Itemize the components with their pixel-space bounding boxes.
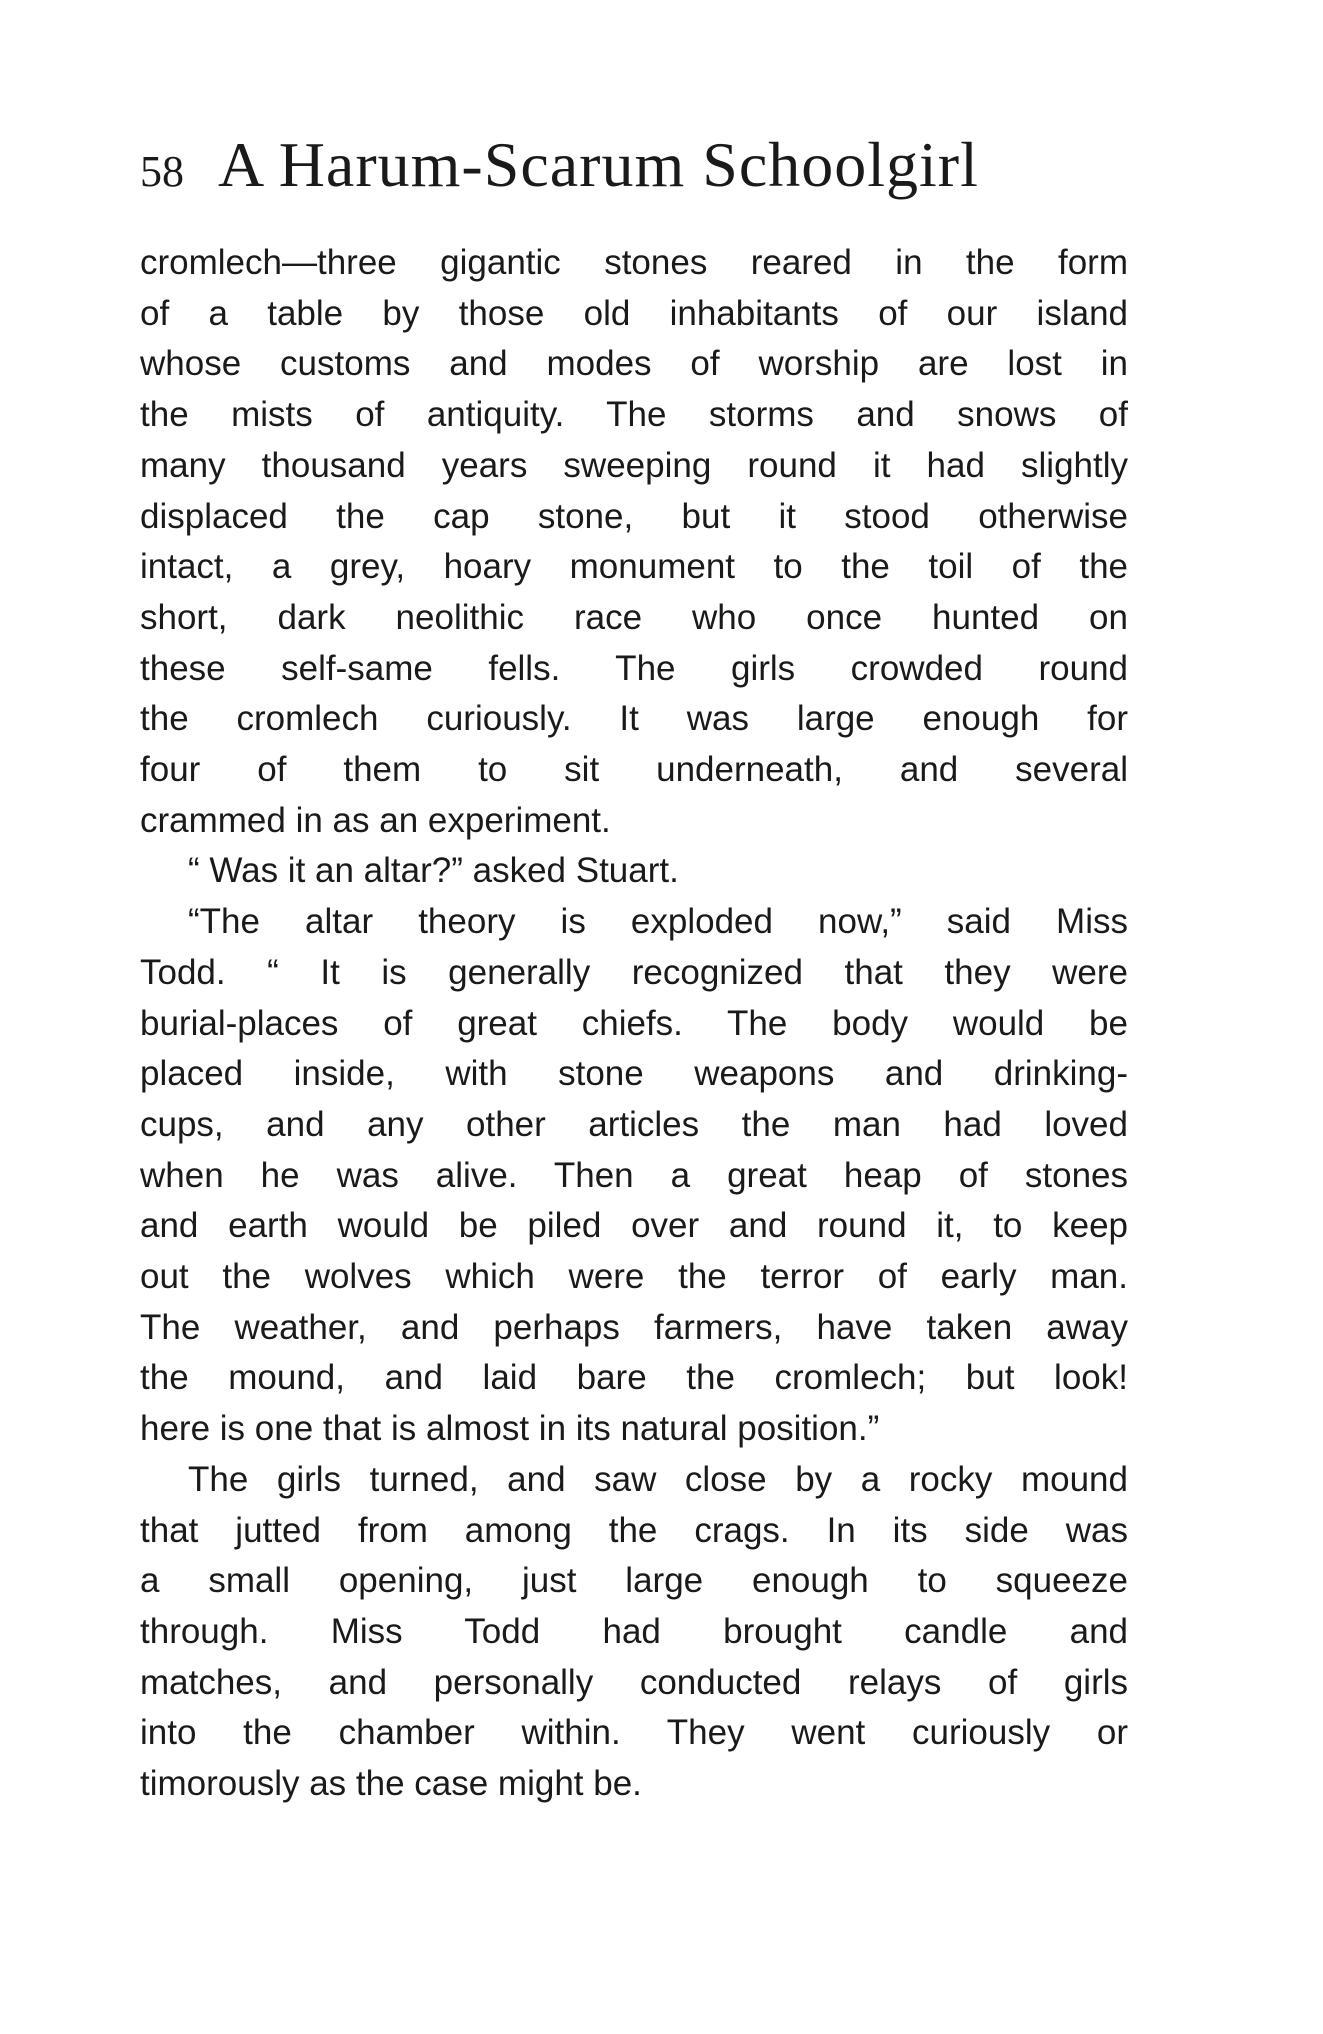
- text-line: The girls turned, and saw close by a rocky mound: [188, 1459, 1128, 1499]
- text-line: crammed in as an experiment.: [140, 800, 611, 840]
- text-line: the mists of antiquity. The storms and snows of: [140, 395, 1128, 435]
- text-line: matches, and personally conducted relays of girls: [140, 1662, 1128, 1702]
- text-line: “ Was it an altar?” asked Stuart.: [188, 851, 679, 891]
- text-line: the mound, and laid bare the cromlech; but look!: [140, 1358, 1128, 1398]
- text-line: a small opening, just large enough to squeeze: [140, 1561, 1128, 1601]
- text-line: placed inside, with stone weapons and drinking-: [140, 1054, 1128, 1094]
- text-line: four of them to sit underneath, and several: [140, 750, 1128, 790]
- text-line: timorously as the case might be.: [140, 1764, 642, 1804]
- running-head: [140, 128, 1130, 208]
- body-text: [140, 238, 1128, 1810]
- text-line: here is one that is almost in its natural position.”: [140, 1409, 880, 1449]
- text-line: cromlech—three gigantic stones reared in the form: [140, 243, 1128, 282]
- paragraph: [140, 238, 1128, 846]
- text-line: and earth would be piled over and round it, to keep: [140, 1206, 1128, 1246]
- text-line: many thousand years sweeping round it had slightly: [140, 445, 1128, 485]
- text-line: Todd. “ It is generally recognized that they were: [140, 952, 1128, 992]
- paragraph: [140, 846, 1128, 897]
- text-line: The weather, and perhaps farmers, have taken away: [140, 1307, 1128, 1347]
- page-number: 58: [140, 147, 184, 196]
- text-line: out the wolves which were the terror of early man.: [140, 1257, 1128, 1297]
- text-line: cups, and any other articles the man had loved: [140, 1104, 1128, 1144]
- paragraph: [140, 1455, 1128, 1810]
- text-line: through. Miss Todd had brought candle and: [140, 1611, 1128, 1651]
- text-line: displaced the cap stone, but it stood otherwise: [140, 496, 1128, 536]
- text-line: the cromlech curiously. It was large enough for: [140, 699, 1128, 739]
- text-line: when he was alive. Then a great heap of stones: [140, 1155, 1128, 1195]
- book-title: A Harum-Scarum Schoolgirl: [218, 129, 979, 200]
- text-line: these self-same fells. The girls crowded round: [140, 648, 1128, 688]
- text-line: intact, a grey, hoary monument to the toil of the: [140, 547, 1128, 587]
- text-line: into the chamber within. They went curiously or: [140, 1713, 1128, 1753]
- text-line: whose customs and modes of worship are lost in: [140, 344, 1128, 384]
- text-line: short, dark neolithic race who once hunted on: [140, 597, 1128, 637]
- text-line: that jutted from among the crags. In its side was: [140, 1510, 1128, 1550]
- text-line: of a table by those old inhabitants of our island: [140, 293, 1128, 333]
- text-line: burial-places of great chiefs. The body would be: [140, 1003, 1128, 1043]
- text-line: “The altar theory is exploded now,” said Miss: [188, 902, 1128, 942]
- paragraph: [140, 897, 1128, 1455]
